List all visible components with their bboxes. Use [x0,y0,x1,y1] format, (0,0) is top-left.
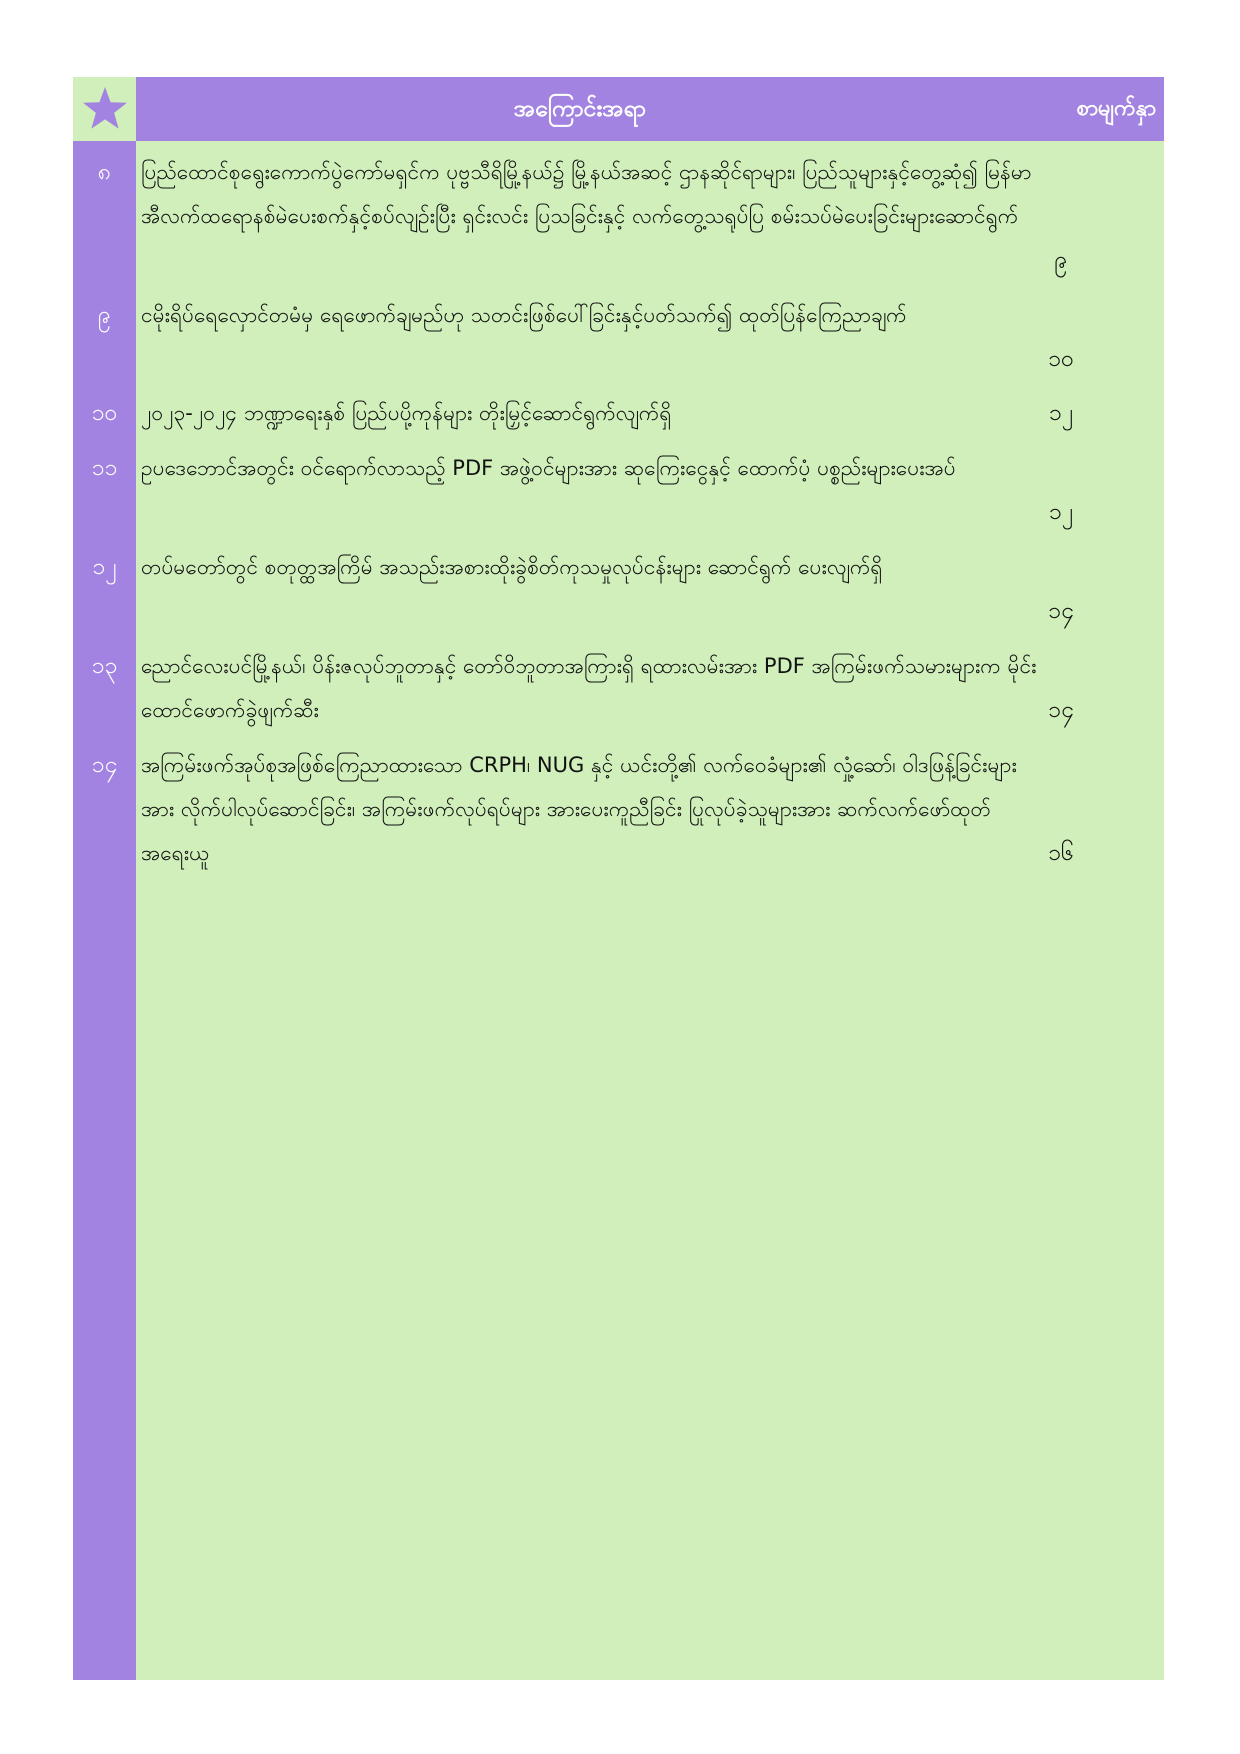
toc-row-page: ၁၀ [1048,346,1074,372]
toc-rows [73,141,1164,890]
toc-row [73,443,1164,542]
star-cell [73,77,136,141]
toc-row-title: အကြမ်းဖက်အုပ်စုအဖြစ်ကြေညာထားသော CRPH၊ NUG နှင့် ယင်းတို့၏ လက်ဝေခံများ၏ လှုံ့ဆော်၊ ဝါဒဖြန့်ခြင်းများအား လိုက်ပါလုပ်ဆောင်ခြင်း၊ အကြမ်းဖက်လုပ်ရပ်များ အားပေးကူညီခြင်း ပြုလုပ်ခဲ့သူများအား ဆက်လက်ဖော်ထုတ်အရေးယူ [141,753,1017,865]
star-icon [81,85,129,133]
toc-row-page: ၁၄ [1048,598,1074,624]
toc-row [73,641,1164,740]
toc-row-page: ၁၆ [1048,840,1074,866]
toc-row-title: ငမိုးရိပ်ရေလှောင်တမံမှ ရေဖောက်ချမည်ဟု သတင်းဖြစ်ပေါ်ခြင်းနှင့်ပတ်သက်၍ ထုတ်ပြန်ကြေညာချက် [141,303,907,327]
toc-row-number: ၈ [97,159,112,185]
toc-row-title: ပြည်ထောင်စုရွေးကောက်ပွဲကော်မရှင်က ပုဗ္ဗသီရိမြို့နယ်၌ မြို့နယ်အဆင့် ဌာနဆိုင်ရာများ၊ ပြည်သူများနှင့်တွေ့ဆုံ၍ မြန်မာအီလက်ထရောနစ်မဲပေးစက်နှင့်စပ်လျဉ်းပြီး ရှင်းလင်း ပြသခြင်းနှင့် လက်တွေ့သရုပ်ပြ စမ်းသပ်မဲပေးခြင်းများဆောင်ရွက် [141,160,1032,228]
toc-row-number: ၉ [98,302,111,328]
toc-row [73,141,1164,290]
toc-header [136,77,1164,141]
toc-row-title: ညောင်လေးပင်မြို့နယ်၊ ပိန်းဇလုပ်ဘူတာနှင့် တော်ဝိဘူတာအကြားရှိ ရထားလမ်းအား PDF အကြမ်းဖက်သမားများက မိုင်းထောင်ဖောက်ခွဲဖျက်ဆီး [141,654,1037,722]
toc-header-page-label: စာမျက်နှာ [1076,96,1156,121]
toc-header-title: အကြောင်းအရာ [513,96,647,122]
toc-row-title: ဥပဒေဘောင်အတွင်း ဝင်ရောက်လာသည့် PDF အဖွဲ့ဝင်များအား ဆုကြေးငွေနှင့် ထောက်ပံ့ ပစ္စည်းများပေးအပ် [141,456,956,480]
toc-row-page: ၁၂ [1048,499,1074,525]
toc-row-number: ၁၁ [91,455,118,481]
toc-row-page: ၁၄ [1048,697,1074,723]
toc-row-title: တပ်မတော်တွင် စတုတ္ထအကြိမ် အသည်းအစားထိုးခွဲစိတ်ကုသမှုလုပ်ငန်းများ ဆောင်ရွက် ပေးလျက်ရှိ [141,555,883,579]
toc-row [73,542,1164,641]
toc-row-number: ၁၃ [91,653,118,679]
toc-row [73,290,1164,391]
table-of-contents [73,77,1164,1680]
toc-row-number: ၁၀ [91,400,118,426]
toc-row-number: ၁၂ [92,554,117,580]
toc-row-page: ၁၂ [1048,400,1074,426]
toc-row [73,391,1164,443]
toc-row-page: ၉ [1054,247,1068,273]
toc-row-title: ၂၀၂၃-၂၀၂၄ ဘဏ္ဍာရေးနှစ် ပြည်ပပို့ကုန်များ တိုးမြှင့်ဆောင်ရွက်လျက်ရှိ [141,401,672,425]
toc-row [73,740,1164,890]
toc-row-number: ၁၄ [91,752,118,778]
